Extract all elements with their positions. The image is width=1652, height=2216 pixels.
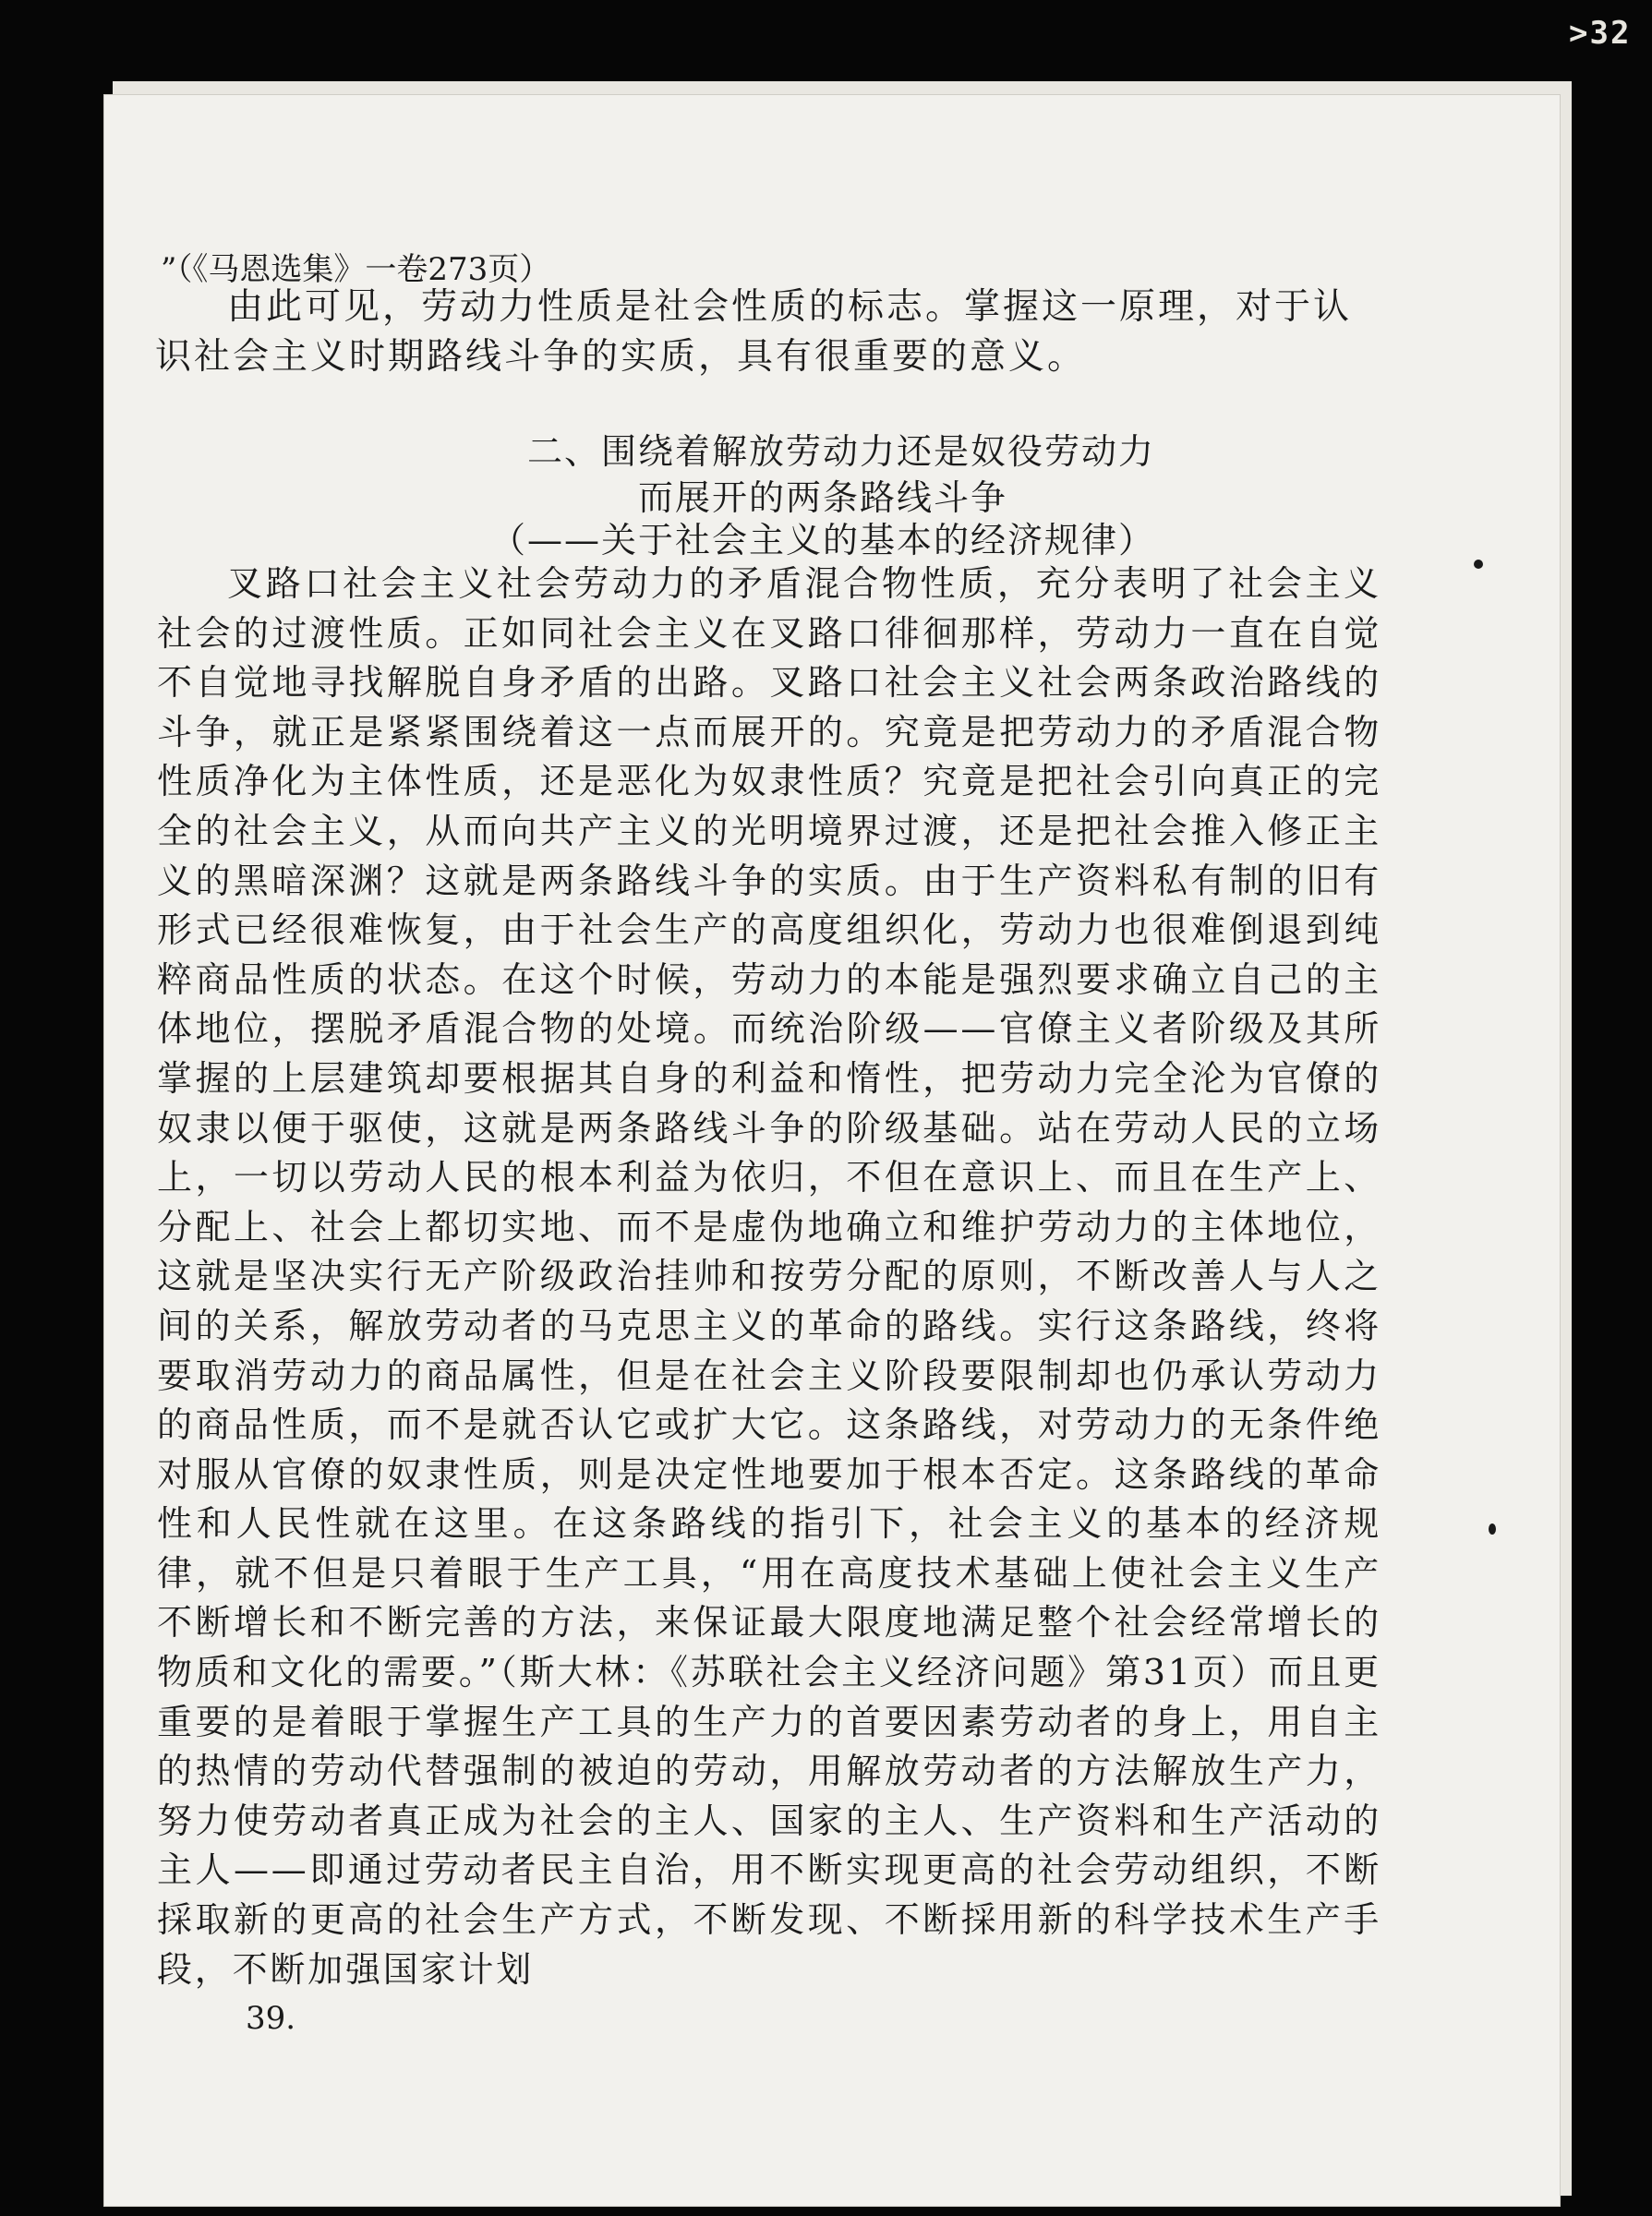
section-subtitle: （——关于社会主义的基本的经济规律） xyxy=(489,520,1155,560)
section-title-line-1: 二、围绕着解放劳动力还是奴役劳动力 xyxy=(526,431,1155,472)
section-title-line-2: 而展开的两条路线斗争 xyxy=(637,477,1007,518)
ink-speck xyxy=(1489,1524,1496,1535)
body-paragraph: 叉路口社会主义社会劳动力的矛盾混合物性质，充分表明了社会主义社会的过渡性质。正如同社会主义在叉路口徘徊那样，劳动力一直在自觉不自觉地寻找解脱自身矛盾的出路。叉路口社会主义社会两条政治路线的斗争，就正是紧紧围绕着这一点而展开的。究竟是把劳动力的矛盾混合物性质净化为主体性质，还是恶化为奴隶性质？究竟是把社会引向真正的完全的社会主义，从而向共产主义的光明境界过渡，还是把社会推入修正主义的黑暗深渊？这就是两条路线斗争的实质。由于生产资料私有制的旧有形式已经很难恢复，由于社会生产的高度组织化，劳动力也很难倒退到纯粹商品性质的状态。在这个时候，劳动力的本能是强烈要求确立自己的主体地位，摆脱矛盾混合物的处境。而统治阶级——官僚主义者阶级及其所掌握的上层建筑却要根据其自身的利益和惰性，把劳动力完全沦为官僚的奴隶以便于驱使，这就是两条路线斗争的阶级基础。站在劳动人民的立场上，一切以劳动人民的根本利益为依归，不但在意识上、而且在生产上、分配上、社会上都切实地、而不是虚伪地确立和维护劳动力的主体地位，这就是坚决实行无产阶级政治挂帅和按劳分配的原则，不断改善人与人之间的关系，解放劳动者的马克思主义的革命的路线。实行这条路线，终将要取消劳动力的商品属性，但是在社会主义阶段要限制却也仍承认劳动力的商品性质，而不是就否认它或扩大它。这条路线，对劳动力的无条件绝对服从官僚的奴隶性质，则是决定性地要加于根本否定。这条路线的革命性和人民性就在这里。在这条路线的指引下，社会主义的基本的经济规律，就不但是只着眼于生产工具，“用在高度技术基础上使社会主义生产不断增长和不断完善的方法，来保证最大限度地满足整个社会经常增长的物质和文化的需要。”（斯大林：《苏联社会主义经济问题》第31页）而且更重要的是着眼于掌握生产工具的生产力的首要因素劳动者的身上，用自主的热情的劳动代替强制的被迫的劳动，用解放劳动者的方法解放生产力，努力使劳动者真正成为社会的主人、国家的主人、生产资料和生产活动的主人——即通过劳动者民主自治，用不断实现更高的社会劳动组织，不断採取新的更高的社会生产方式，不断发现、不断採用新的科学技术生产手段，不断加强国家计划 xyxy=(157,563,1381,1990)
ink-speck xyxy=(1474,560,1483,569)
document-page xyxy=(103,94,1561,2207)
citation-line: ”（《马恩选集》一卷273页） xyxy=(161,251,551,288)
opening-paragraph: 由此可见，劳动力性质是社会性质的标志。掌握这一原理，对于认识社会主义时期路线斗争的实质，具有很重要的意义。 xyxy=(155,286,1353,378)
corner-page-mark: >32 xyxy=(1569,15,1632,52)
page-number: 39. xyxy=(246,2000,296,2037)
